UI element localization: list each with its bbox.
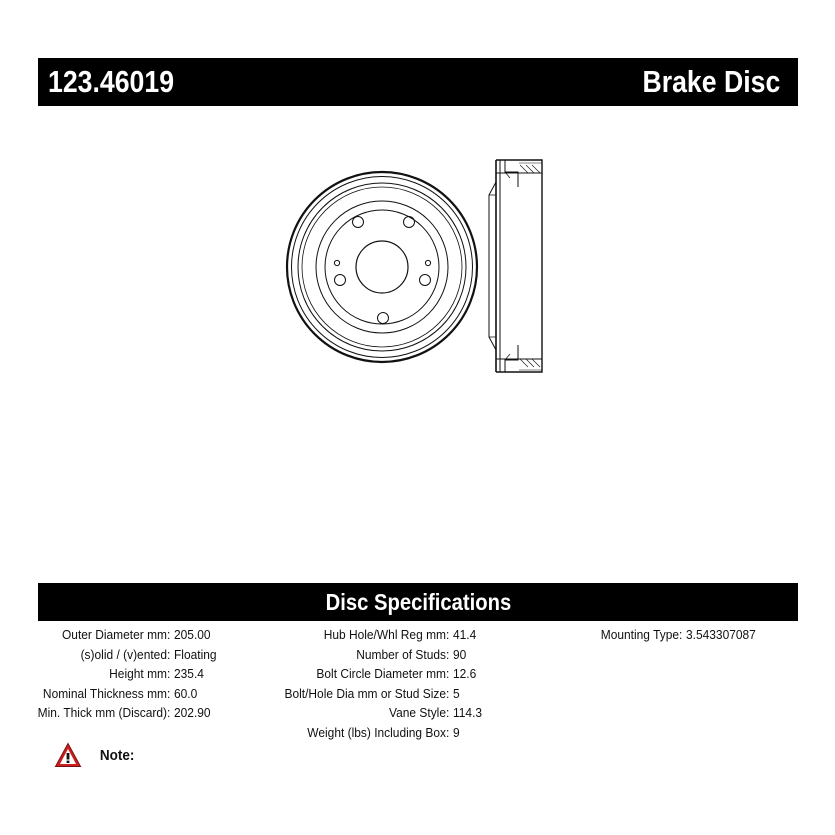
product-type: Brake Disc: [642, 64, 780, 99]
note: [54, 742, 136, 768]
spec-label: (s)olid / (v)ented:: [80, 646, 171, 662]
spec-row: [0, 664, 220, 684]
stud-hole: [420, 275, 431, 286]
spec-value: 41.4: [453, 627, 477, 643]
spec-label: Min. Thick mm (Discard):: [37, 705, 171, 721]
part-number: 123.46019: [48, 64, 175, 99]
spec-value: 3.543307087: [686, 627, 756, 643]
locating-hole: [425, 260, 430, 265]
spec-value: 9: [453, 724, 460, 740]
spec-value: 60.0: [174, 685, 198, 701]
stud-hole: [335, 275, 346, 286]
spec-row: [200, 703, 485, 723]
spec-value: Floating: [174, 646, 217, 662]
locating-hole: [334, 260, 339, 265]
spec-row: [520, 625, 762, 645]
spec-label: Mounting Type:: [600, 627, 683, 643]
spec-row: [0, 645, 220, 665]
spec-column-1: [0, 625, 220, 723]
spec-row: [0, 703, 220, 723]
note-label: Note:: [99, 746, 135, 764]
spec-value: 205.00: [174, 627, 211, 643]
spec-title: Disc Specifications: [325, 588, 511, 615]
spec-label: Bolt Circle Diameter mm:: [316, 666, 450, 682]
spec-value: 90: [453, 646, 467, 662]
drum-front-view: [287, 172, 477, 362]
spec-row: [200, 664, 485, 684]
spec-column-2: [200, 625, 485, 742]
spec-value: 5: [453, 685, 460, 701]
spec-label: Bolt/Hole Dia mm or Stud Size:: [284, 685, 450, 701]
spec-label: Hub Hole/Whl Reg mm:: [323, 627, 450, 643]
spec-value: 235.4: [174, 666, 204, 682]
spec-label: Nominal Thickness mm:: [42, 685, 171, 701]
stud-hole: [353, 217, 364, 228]
spec-label: Number of Studs:: [356, 646, 450, 662]
spec-row: [0, 625, 220, 645]
spec-label: Outer Diameter mm:: [61, 627, 171, 643]
spec-title-bar: [38, 583, 798, 621]
warning-icon: [54, 742, 82, 768]
spec-label: Weight (lbs) Including Box:: [307, 724, 450, 740]
spec-row: [200, 684, 485, 704]
spec-row: [200, 625, 485, 645]
drum-side-view: [489, 160, 542, 372]
spec-label: Vane Style:: [389, 705, 450, 721]
stud-hole: [404, 217, 415, 228]
spec-label: Height mm:: [109, 666, 171, 682]
spec-row: [200, 723, 485, 743]
spec-row: [0, 684, 220, 704]
spec-value: 202.90: [174, 705, 211, 721]
spec-value: 12.6: [453, 666, 477, 682]
stud-hole: [378, 313, 389, 324]
spec-value: 114.3: [453, 705, 483, 721]
spec-column-3: [520, 625, 762, 645]
spec-row: [200, 645, 485, 665]
